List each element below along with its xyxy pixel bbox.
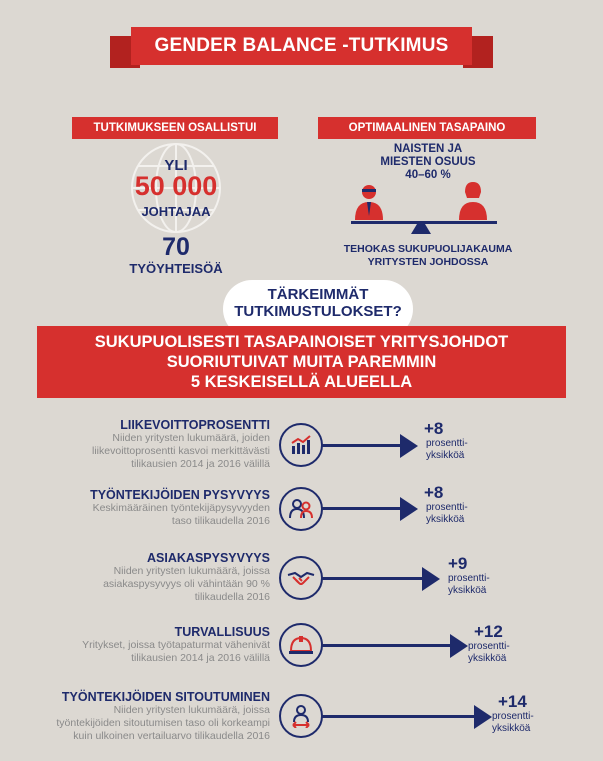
metric-row — [30, 625, 270, 665]
metric-title: TYÖNTEKIJÖIDEN SITOUTUMINEN — [61, 690, 270, 704]
metric-unit: yksikköä — [492, 723, 531, 734]
metric-unit: prosentti- — [492, 711, 534, 722]
metric-unit: yksikköä — [468, 653, 507, 664]
balance-caption1: TEHOKAS SUKUPUOLIJAKAUMA — [343, 243, 513, 255]
metric-unit: prosentti- — [468, 641, 510, 652]
woman-icon — [459, 182, 487, 220]
metric-icon-circle — [279, 423, 323, 467]
metric-icon-circle — [279, 487, 323, 531]
metric-icon-circle — [279, 694, 323, 738]
participants-big-label: JOHTAJAA — [141, 204, 211, 219]
metric-row — [30, 690, 270, 743]
balance-line1: NAISTEN JA — [393, 143, 463, 155]
metric-desc-line: Yritykset, joissa työtapaturmat vähenivät — [82, 639, 270, 651]
metric-desc-line: tilikaudella 2016 — [194, 591, 270, 603]
balance-scale-icon — [345, 176, 505, 234]
metric-desc-line: tilikausien 2014 ja 2016 välillä — [131, 652, 270, 664]
arrow-head — [422, 567, 440, 591]
participants-big-number: 50 000 — [134, 171, 218, 201]
metric-value: +12 — [474, 622, 503, 641]
question-line1: TÄRKEIMMÄT — [267, 286, 369, 303]
metric-row — [30, 418, 270, 471]
balance-line3: 40–60 % — [405, 169, 451, 181]
balance-ribbon: OPTIMAALINEN TASAPAINO — [318, 117, 536, 139]
metric-desc-line: asiakaspysyvyys oli vähintään 90 % — [103, 578, 270, 590]
metric-unit: prosentti- — [448, 573, 490, 584]
metric-title: LIIKEVOITTOPROSENTTI — [120, 418, 270, 432]
metric-desc-line: liikevoittoprosentti kasvoi merkittävästi — [92, 445, 270, 457]
metric-desc-line: taso tilikaudella 2016 — [171, 515, 270, 527]
metric-desc-line: kuin ulkoinen vertailuarvo tilikaudella 2016 — [73, 730, 270, 742]
arrow-head — [400, 497, 418, 521]
metric-title: ASIAKASPYSYVYYS — [147, 551, 270, 565]
metric-value: +9 — [448, 554, 468, 573]
man-icon — [355, 185, 383, 220]
arrow-head — [450, 634, 468, 658]
banner-line1: SUKUPUOLISESTI TASAPAINOISET YRITYSJOHDOT — [94, 333, 509, 351]
metric-desc-line: työntekijöiden sitoutumisen taso oli korkeampi — [56, 717, 270, 729]
arrow-head — [400, 434, 418, 458]
metric-desc-line: Niiden yritysten lukumäärä, joissa — [113, 704, 270, 716]
metric-desc-line: Niiden yritysten lukumäärä, joissa — [113, 565, 270, 577]
metric-desc-line: Niiden yritysten lukumäärä, joiden — [112, 432, 270, 444]
banner-line3: 5 KESKEISELLÄ ALUEELLA — [190, 373, 413, 391]
question-line2: TUTKIMUSTULOKSET? — [234, 303, 402, 320]
balance-line2: MIESTEN OSUUS — [380, 156, 476, 168]
arrow-line — [318, 577, 424, 580]
arrow-line — [318, 507, 402, 510]
arrow-line — [318, 644, 452, 647]
metric-unit: yksikköä — [426, 514, 465, 525]
arrow-head — [474, 705, 492, 729]
metric-desc-line: Keskimääräinen työntekijäpysyvyyden — [92, 502, 270, 514]
participants-number2: 70 — [162, 233, 190, 261]
metric-icon-circle — [279, 556, 323, 600]
engagement-icon — [289, 704, 313, 728]
metric-unit: yksikköä — [426, 450, 465, 461]
banner-line2: SUORIUTUIVAT MUITA PAREMMIN — [166, 353, 437, 371]
participants-prefix: YLI — [164, 157, 188, 174]
metric-icon-circle — [279, 623, 323, 667]
metric-row — [30, 488, 270, 528]
results-banner — [37, 326, 566, 398]
participants-label2: TYÖYHTEISÖÄ — [129, 261, 223, 276]
chart-icon — [289, 434, 313, 456]
metric-unit: prosentti- — [426, 502, 468, 513]
balance-caption2: YRITYSTEN JOHDOSSA — [367, 256, 489, 268]
metric-unit: yksikköä — [448, 585, 487, 596]
metric-value: +8 — [424, 483, 444, 502]
metric-row — [30, 551, 270, 604]
metric-title: TURVALLISUUS — [174, 625, 270, 639]
helmet-icon — [288, 634, 314, 656]
people-icon — [288, 498, 314, 520]
handshake-icon — [287, 568, 315, 588]
question-text — [223, 286, 413, 320]
arrow-line — [318, 444, 402, 447]
metric-desc-line: tilikausien 2014 ja 2016 välillä — [131, 458, 270, 470]
arrow-line — [318, 715, 476, 718]
metric-value: +8 — [424, 419, 444, 438]
participants-ribbon: TUTKIMUKSEEN OSALLISTUI — [72, 117, 278, 139]
metric-value: +14 — [498, 692, 527, 711]
metric-unit: prosentti- — [426, 438, 468, 449]
page-title: GENDER BALANCE -TUTKIMUS — [131, 27, 472, 65]
metric-title: TYÖNTEKIJÖIDEN PYSYVYYS — [90, 488, 270, 502]
